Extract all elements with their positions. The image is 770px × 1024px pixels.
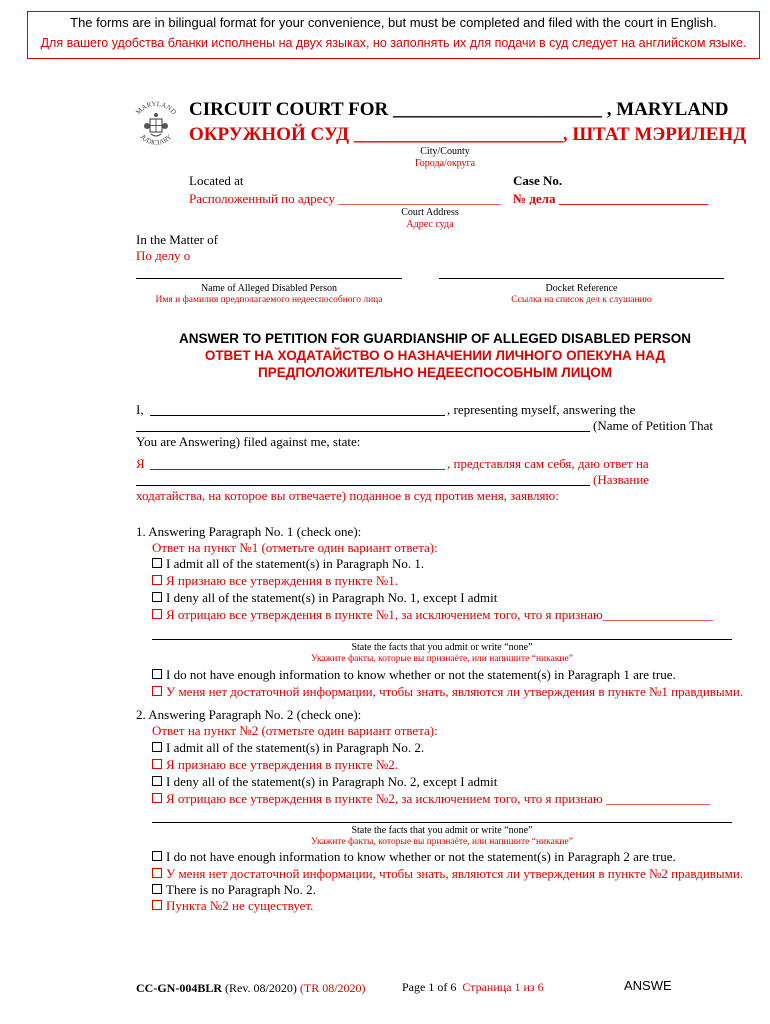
p1-noinfo-checkbox[interactable] [152, 669, 162, 679]
petition-name-line-ru[interactable] [136, 485, 590, 486]
p1-facts-label-ru: Укажите факты, которые вы признаёте, или напишите “никакие” [311, 654, 573, 664]
p1-deny-checkbox-ru[interactable] [152, 609, 162, 619]
p2-admit-option-ru[interactable]: Я признаю все утверждения в пункте №2. [152, 757, 398, 773]
p1-noinfo-option-ru[interactable]: У меня нет достаточной информации, чтобы знать, являются ли утверждения в пункте №1 правдивыми. [152, 684, 743, 700]
located-at-label-ru: Расположенный по адресу _________________________ [189, 191, 501, 206]
alleged-person-name-line[interactable] [136, 278, 402, 279]
form-translation-revision: (TR 08/2020) [299, 981, 366, 995]
page-number-en: Page 1 of 6 [402, 980, 457, 994]
p2-facts-label-ru: Укажите факты, которые вы признаёте, или напишите “никакие” [311, 837, 573, 847]
p2-noinfo-checkbox[interactable] [152, 851, 162, 861]
p1-noinfo-option[interactable]: I do not have enough information to know whether or not the statement(s) in Paragraph 1 are true. [152, 667, 676, 683]
docket-reference-label: Docket Reference [545, 283, 618, 294]
p1-admit-option[interactable]: I admit all of the statement(s) in Paragraph No. 1. [152, 556, 424, 572]
paragraph2-heading: 2. Answering Paragraph No. 2 (check one): [136, 707, 362, 722]
p2-noinfo-option[interactable]: I do not have enough information to know whether or not the statement(s) in Paragraph 2 are true. [152, 849, 676, 865]
p1-admit-checkbox-ru[interactable] [152, 575, 162, 585]
p1-noinfo-checkbox-ru[interactable] [152, 686, 162, 696]
p2-facts-line[interactable] [152, 822, 732, 823]
page-number-ru: Страница 1 из 6 [462, 980, 544, 994]
p2-none-checkbox[interactable] [152, 884, 162, 894]
intro-ru-i: Я [136, 456, 145, 471]
in-the-matter-label: In the Matter of [136, 232, 218, 247]
footer-form-id [136, 981, 366, 996]
p2-admit-checkbox[interactable] [152, 742, 162, 752]
located-at-label: Located at [189, 173, 244, 188]
court-title-ru: ОКРУЖНОЙ СУД ______________________, ШТАТ МЭРИЛЕНД [189, 124, 747, 145]
court-address-label-ru: Адрес суда [406, 219, 454, 230]
case-no-label-ru: № дела _______________________ [513, 191, 709, 206]
p2-noinfo-option-ru[interactable]: У меня нет достаточной информации, чтобы знать, являются ли утверждения в пункте №2 правдивыми. [152, 866, 743, 882]
court-address-label: Court Address [401, 207, 459, 218]
p2-deny-checkbox[interactable] [152, 776, 162, 786]
form-heading-en: ANSWER TO PETITION FOR GUARDIANSHIP OF ALLEGED DISABLED PERSON [178, 331, 692, 346]
svg-text:JUDICIARY: JUDICIARY [138, 132, 174, 147]
form-heading-ru-1: ОТВЕТ НА ХОДАТАЙСТВО О НАЗНАЧЕНИИ ЛИЧНОГО ОПЕКУНА НАД [204, 348, 666, 363]
court-title-en: CIRCUIT COURT FOR ______________________ , MARYLAND [189, 99, 729, 120]
bilingual-notice [27, 11, 760, 59]
intro-en-i: I, [136, 402, 144, 417]
p1-facts-line[interactable] [152, 639, 732, 640]
case-no-label: Case No. [513, 173, 563, 188]
p2-none-checkbox-ru[interactable] [152, 900, 162, 910]
p1-deny-checkbox[interactable] [152, 592, 162, 602]
footer-field-stub[interactable]: ANSWE [624, 978, 672, 993]
docket-reference-line[interactable] [439, 278, 724, 279]
svg-text:MARYLAND: MARYLAND [134, 99, 178, 117]
in-the-matter-label-ru: По делу о [136, 248, 191, 263]
p2-admit-checkbox-ru[interactable] [152, 759, 162, 769]
seal-icon [127, 97, 185, 155]
alleged-person-name-label: Name of Alleged Disabled Person [200, 283, 338, 294]
p2-deny-option[interactable]: I deny all of the statement(s) in Paragraph No. 2, except I admit [152, 774, 497, 790]
paragraph1-heading: 1. Answering Paragraph No. 1 (check one): [136, 524, 362, 539]
city-county-label: City/County [420, 146, 470, 157]
p2-deny-checkbox-ru[interactable] [152, 793, 162, 803]
intro-en-filed: You are Answering) filed against me, state: [136, 434, 361, 449]
maryland-judiciary-seal [127, 97, 185, 155]
p2-none-option[interactable]: There is no Paragraph No. 2. [152, 882, 316, 898]
form-revision: (Rev. 08/2020) [225, 981, 297, 995]
form-heading-ru-2: ПРЕДПОЛОЖИТЕЛЬНО НЕДЕЕСПОСОБНЫМ ЛИЦОМ [257, 365, 613, 380]
paragraph2-heading-ru: Ответ на пункт №2 (отметьте один вариант ответа): [152, 723, 438, 738]
intro-ru-petition-name: (Название [593, 472, 650, 487]
form-code: CC-GN-004BLR [136, 981, 222, 995]
notice-english: The forms are in bilingual format for your convenience, but must be completed and filed with the court in English. [70, 15, 717, 30]
footer-page-number [402, 980, 544, 995]
alleged-person-name-label-ru: Имя и фамилия предполагаемого недееспособного лица [155, 295, 383, 305]
p1-admit-checkbox[interactable] [152, 558, 162, 568]
p1-facts-label: State the facts that you admit or write “none” [351, 642, 533, 653]
notice-russian: Для вашего удобства бланки исполнены на двух языках, но заполнять их для подачи в суд следует на английском языке. [40, 36, 747, 50]
petitioner-name-line-ru[interactable] [150, 469, 445, 470]
city-county-label-ru: Города/округа [414, 158, 476, 169]
petition-name-line[interactable] [136, 431, 590, 432]
p1-admit-option-ru[interactable]: Я признаю все утверждения в пункте №1. [152, 573, 398, 589]
docket-reference-label-ru: Ссылка на список дел к слушанию [511, 295, 652, 305]
p2-none-option-ru[interactable]: Пункта №2 не существует. [152, 898, 313, 914]
p2-admit-option[interactable]: I admit all of the statement(s) in Paragraph No. 2. [152, 740, 424, 756]
p2-noinfo-checkbox-ru[interactable] [152, 868, 162, 878]
intro-en-representing: , representing myself, answering the [447, 402, 636, 417]
p2-deny-option-ru[interactable]: Я отрицаю все утверждения в пункте №2, за исключением того, что я признаю ________________ [152, 791, 710, 807]
paragraph1-heading-ru: Ответ на пункт №1 (отметьте один вариант ответа): [152, 540, 438, 555]
intro-en-petition-name: (Name of Petition That [593, 418, 713, 433]
p2-facts-label: State the facts that you admit or write “none” [351, 825, 533, 836]
petitioner-name-line[interactable] [150, 415, 445, 416]
intro-ru-filed: ходатайства, на которое вы отвечаете) поданное в суд против меня, заявляю: [136, 488, 559, 503]
p1-deny-option-ru[interactable]: Я отрицаю все утверждения в пункте №1, за исключением того, что я признаю_________________ [152, 607, 713, 623]
p1-deny-option[interactable]: I deny all of the statement(s) in Paragraph No. 1, except I admit [152, 590, 497, 606]
intro-ru-representing: , представляя сам себя, даю ответ на [447, 456, 649, 471]
